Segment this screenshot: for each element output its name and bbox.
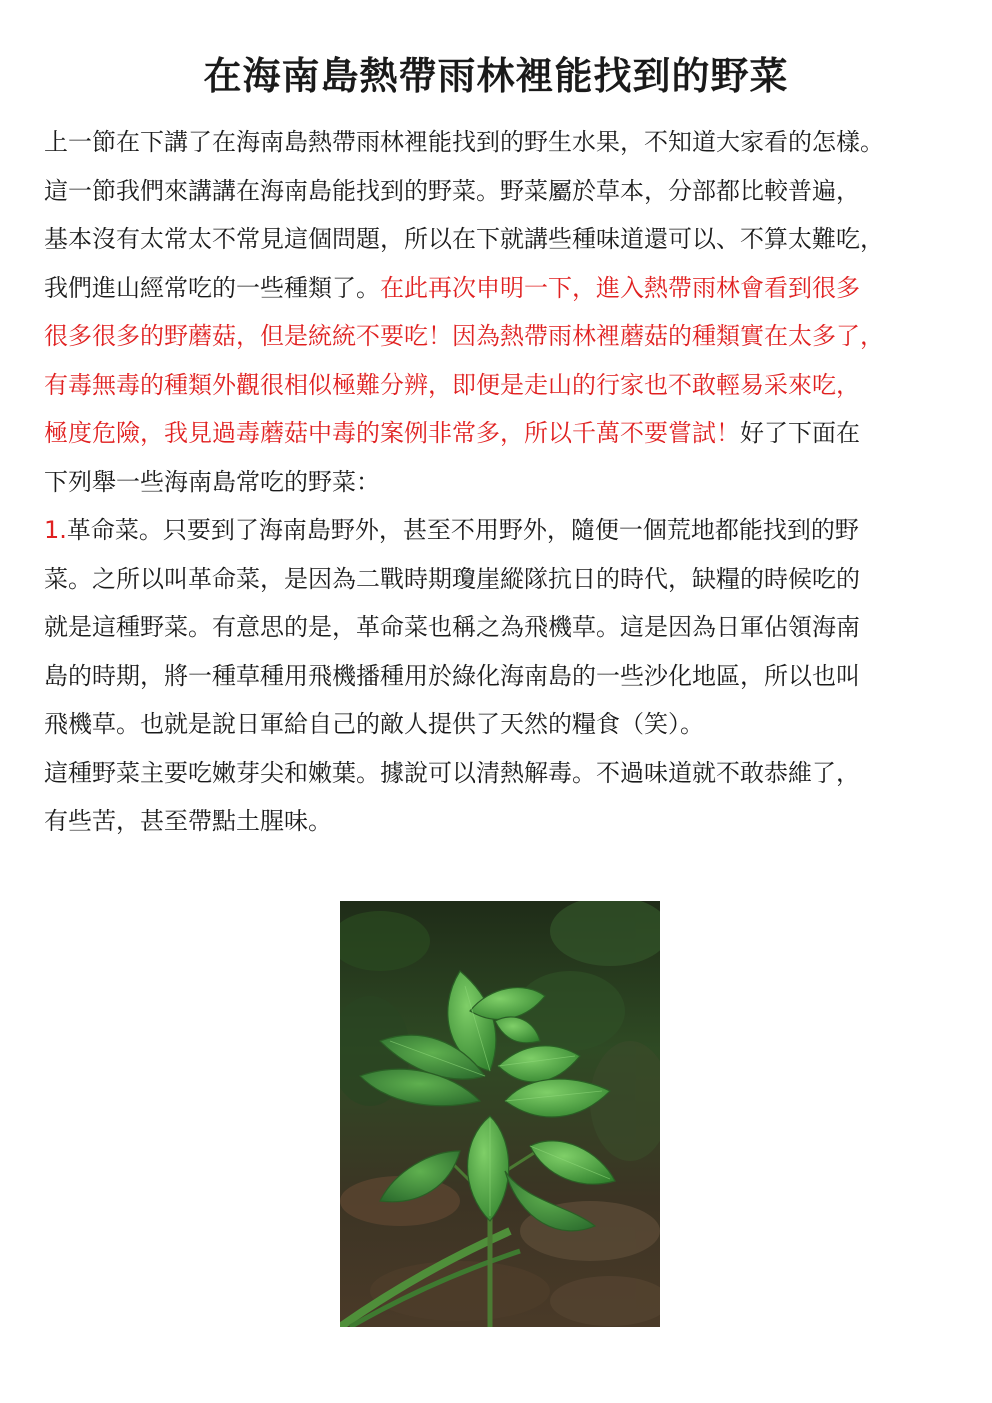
text-line bbox=[44, 361, 956, 410]
body-text: 飛機草。也就是說日軍給自己的敵人提供了天然的糧食（笑）。 bbox=[44, 710, 704, 738]
plant-photo bbox=[340, 901, 660, 1327]
highlighted-text: 極度危險，我見過毒蘑菇中毒的案例非常多，所以千萬不要嘗試！ bbox=[44, 419, 740, 447]
text-line bbox=[44, 215, 956, 264]
text-line bbox=[44, 749, 956, 798]
highlighted-text: 1. bbox=[44, 516, 67, 544]
body-text: 基本沒有太常太不常見這個問題，所以在下就講些種味道還可以、不算太難吃， bbox=[44, 225, 884, 253]
body-text: 革命菜。只要到了海南島野外，甚至不用野外，隨便一個荒地都能找到的野 bbox=[66, 516, 859, 544]
highlighted-text: 在此再次申明一下，進入熱帶雨林會看到很多 bbox=[380, 273, 860, 302]
text-line bbox=[44, 555, 956, 604]
body-text: 島的時期，將一種草種用飛機播種用於綠化海南島的一些沙化地區，所以也叫 bbox=[44, 661, 860, 690]
body-text: 這種野菜主要吃嫩芽尖和嫩葉。據說可以清熱解毒。不過味道就不敢恭維了， bbox=[44, 758, 860, 787]
highlighted-text: 很多很多的野蘑菇，但是統統不要吃！因為熱帶雨林裡蘑菇的種類實在太多了， bbox=[44, 322, 884, 350]
text-line bbox=[44, 797, 956, 846]
text-line bbox=[44, 118, 956, 167]
body-text: 有些苦，甚至帶點土腥味。 bbox=[44, 807, 332, 835]
text-line bbox=[44, 167, 956, 216]
text-line bbox=[44, 458, 956, 507]
body-text: 這一節我們來講講在海南島能找到的野菜。野菜屬於草本，分部都比較普遍， bbox=[44, 176, 860, 205]
text-line bbox=[44, 264, 956, 313]
article-body bbox=[44, 118, 956, 846]
highlighted-text: 有毒無毒的種類外觀很相似極難分辨，即便是走山的行家也不敢輕易采來吃， bbox=[44, 370, 860, 399]
page-title: 在海南島熱帶雨林裡能找到的野菜 bbox=[203, 54, 789, 98]
text-line bbox=[44, 603, 956, 652]
body-text: 下列舉一些海南島常吃的野菜： bbox=[44, 467, 380, 496]
text-line bbox=[44, 409, 956, 458]
body-text: 上一節在下講了在海南島熱帶雨林裡能找到的野生水果，不知道大家看的怎樣。 bbox=[44, 128, 884, 156]
body-text: 我們進山經常吃的一些種類了。 bbox=[44, 273, 380, 302]
body-text: 菜。之所以叫革命菜，是因為二戰時期瓊崖縱隊抗日的時代，缺糧的時候吃的 bbox=[44, 564, 860, 593]
body-text: 好了下面在 bbox=[740, 419, 860, 447]
body-text: 就是這種野菜。有意思的是，革命菜也稱之為飛機草。這是因為日軍佔領海南 bbox=[44, 613, 860, 641]
text-line bbox=[44, 652, 956, 701]
text-line bbox=[44, 312, 956, 361]
text-line bbox=[44, 700, 956, 749]
text-line bbox=[44, 506, 956, 555]
